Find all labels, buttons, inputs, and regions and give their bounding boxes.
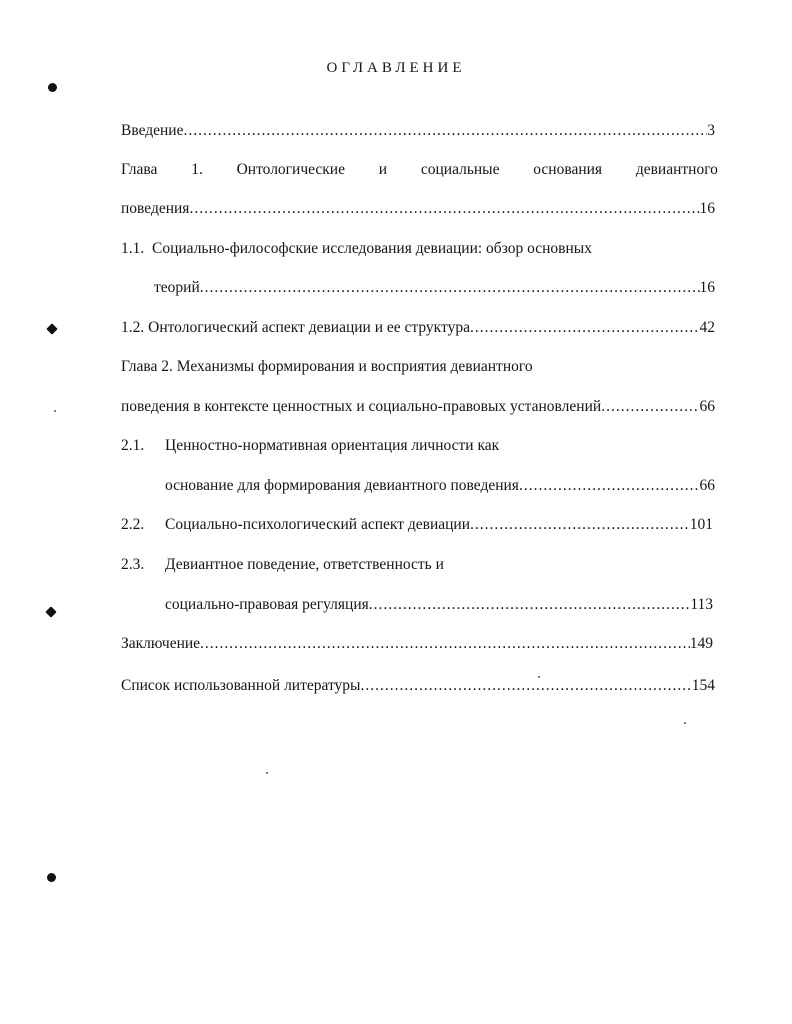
toc-entry-text: поведения в контексте ценностных и социально-правовых установлений — [121, 398, 602, 415]
toc-entry-chapter-2 — [121, 356, 533, 378]
binding-hole-mark — [48, 83, 57, 92]
toc-section-number: 2.3. — [121, 556, 145, 573]
toc-entry-text: Глава 2. Механизмы формирования и восприятия девиантного — [121, 358, 533, 375]
toc-page-number: 16 — [699, 200, 715, 217]
toc-entry-text: Социально-психологический аспект девиации — [165, 516, 471, 533]
toc-leader-dots — [519, 475, 700, 497]
toc-entry-section-2-1-cont — [165, 475, 715, 497]
toc-entry-section-2-3 — [165, 554, 444, 576]
toc-entry-text: теорий — [154, 279, 200, 296]
toc-entry-text: Девиантное поведение, ответственность и — [165, 556, 444, 573]
toc-leader-dots — [189, 198, 699, 220]
toc-page-number: 101 — [689, 516, 713, 533]
toc-section-number: 1.1. — [121, 240, 145, 257]
toc-entry-section-2-3-cont — [165, 594, 713, 616]
scan-speck — [684, 722, 686, 724]
toc-entry-section-1-1-cont — [154, 277, 715, 299]
toc-word: социальные — [420, 161, 500, 178]
toc-word: 1. — [191, 161, 203, 178]
toc-leader-dots — [369, 594, 691, 616]
toc-page-number: 3 — [707, 122, 715, 139]
toc-leader-dots — [470, 317, 700, 339]
toc-leader-dots — [360, 675, 691, 697]
page-title: ОГЛАВЛЕНИЕ — [326, 60, 466, 76]
toc-entry-text: поведения — [121, 200, 190, 217]
binding-hole-mark — [47, 873, 56, 882]
toc-word: и — [378, 161, 388, 178]
toc-entry-text: Введение — [121, 122, 184, 139]
toc-section-number: 2.2. — [121, 516, 145, 533]
toc-section-number: 2.1. — [121, 437, 145, 454]
toc-word: основания — [533, 161, 603, 178]
toc-entry-references — [121, 675, 715, 697]
scan-speck — [54, 410, 56, 412]
toc-page-number: 149 — [689, 635, 713, 652]
toc-leader-dots — [470, 514, 690, 536]
scan-speck — [266, 772, 268, 774]
toc-leader-dots — [183, 120, 707, 142]
toc-entry-section-2-2 — [165, 514, 713, 536]
binding-hole-mark — [46, 323, 57, 334]
toc-word: девиантного — [635, 161, 718, 178]
toc-page-number: 113 — [690, 596, 713, 613]
toc-entry-introduction — [121, 120, 715, 142]
toc-entry-conclusion — [121, 633, 713, 655]
toc-entry-section-2-1 — [165, 435, 499, 457]
toc-entry-text: 1.2. Онтологический аспект девиации и ее структура — [121, 319, 470, 336]
toc-entry-text: социально-правовая регуляция — [165, 596, 369, 613]
toc-entry-text: основание для формирования девиантного поведения — [165, 477, 519, 494]
toc-word: Глава — [121, 161, 158, 178]
toc-entry-text: Список использованной литературы — [121, 677, 361, 694]
toc-page-number: 42 — [699, 319, 715, 336]
toc-leader-dots — [200, 633, 690, 655]
toc-entry-text: Социально-философские исследования девиации: обзор основных — [152, 240, 592, 257]
toc-page-number: 66 — [699, 477, 715, 494]
toc-word: Онтологические — [236, 161, 345, 178]
toc-leader-dots — [200, 277, 700, 299]
binding-hole-mark — [45, 606, 56, 617]
toc-page-number: 154 — [691, 677, 715, 694]
toc-entry-text: Ценностно-нормативная ориентация личности как — [165, 437, 500, 454]
toc-entry-chapter-1-cont — [121, 198, 715, 220]
toc-entry-section-1-2 — [121, 317, 715, 339]
toc-entry-text: Заключение — [121, 635, 201, 652]
toc-entry-chapter-1 — [121, 159, 718, 181]
toc-entry-chapter-2-cont — [121, 396, 715, 418]
toc-leader-dots — [601, 396, 699, 418]
toc-page-number: 16 — [699, 279, 715, 296]
toc-page-number: 66 — [699, 398, 715, 415]
toc-entry-section-1-1 — [121, 238, 592, 260]
